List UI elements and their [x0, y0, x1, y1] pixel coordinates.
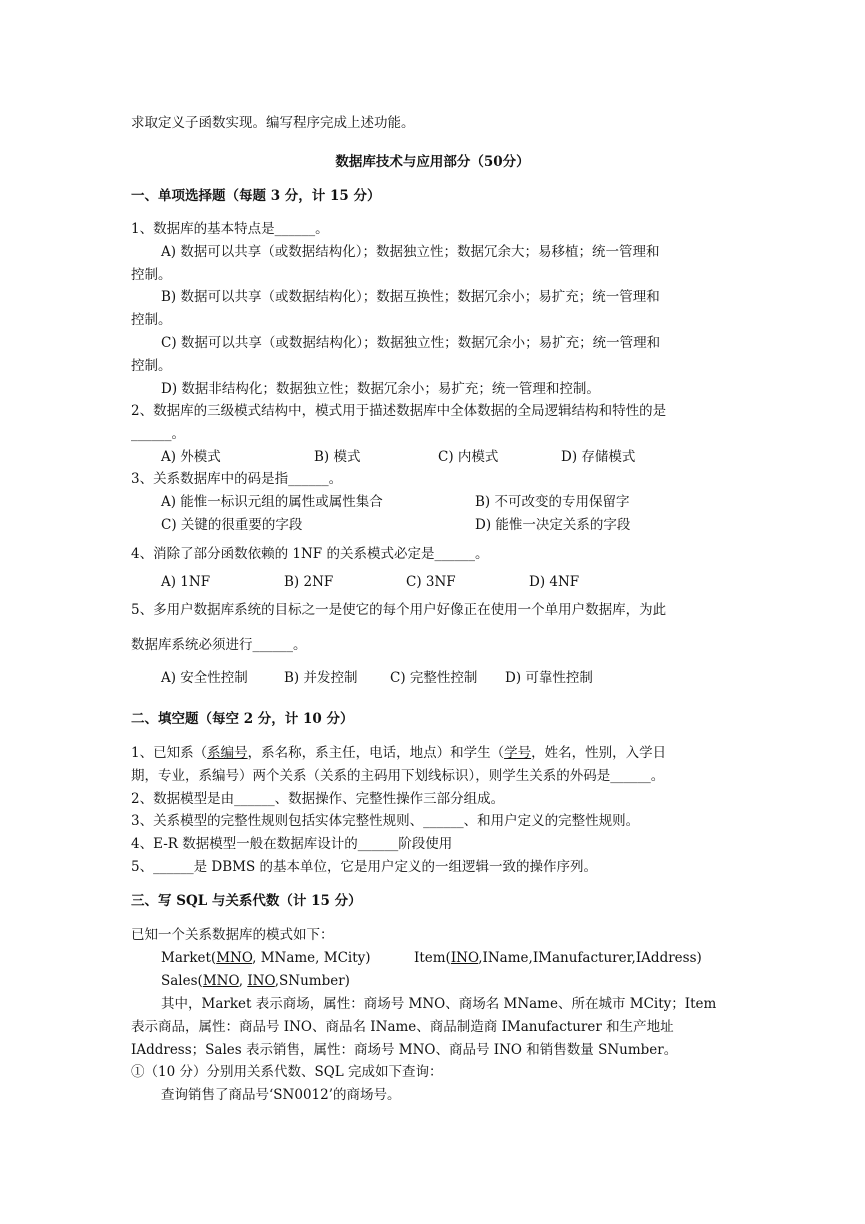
q1-option-b: B) 数据可以共享（或数据结构化）；数据互换性；数据冗余小；易扩充；统一管理和	[161, 289, 660, 305]
q1-option-b-cont: 控制。	[131, 312, 172, 328]
q5-option-d: D) 可靠性控制	[505, 670, 593, 686]
q1-stem: 1、数据库的基本特点是______。	[131, 221, 329, 237]
q5-stem: 5、多用户数据库系统的目标之一是使它的每个用户好像正在使用一个单用户数据库，为此	[131, 602, 667, 618]
schema-intro: 已知一个关系数据库的模式如下：	[131, 927, 334, 943]
q3-option-a: A) 能惟一标识元组的属性或属性集合	[161, 494, 383, 510]
task-instruction: ①（10 分）分别用关系代数、SQL 完成如下查询：	[131, 1064, 443, 1080]
sales-key-mno: MNO	[202, 973, 239, 989]
section-3-heading: 三、写 SQL 与关系代数（计 15 分）	[131, 893, 362, 909]
q1-option-a-cont: 控制。	[131, 267, 172, 283]
q4-option-a: A) 1NF	[161, 574, 211, 590]
fill-q1-key-dept: 系编号	[207, 745, 248, 761]
q4-stem: 4、消除了部分函数依赖的 1NF 的关系模式必定是______。	[131, 546, 489, 562]
task-query: 查询销售了商品号‘SN0012’的商场号。	[161, 1087, 401, 1103]
sales-sep: ,	[238, 973, 248, 989]
q3-option-d: D) 能惟一决定关系的字段	[475, 517, 631, 533]
q4-option-c: C) 3NF	[406, 574, 456, 590]
fill-q1-text-2: ，系名称，系主任，电话，地点）和学生（	[247, 745, 505, 761]
q2-option-a: A) 外模式	[161, 449, 221, 465]
section-1-heading: 一、单项选择题（每题 3 分，计 15 分）	[131, 188, 381, 204]
schema-desc-cont-2: IAddress；Sales 表示销售，属性：商场号 MNO、商品号 INO 和销售数量 SNumber。	[131, 1042, 678, 1058]
q5-stem-cont: 数据库系统必须进行______。	[131, 637, 307, 653]
sales-attrs: ,SNumber)	[274, 973, 350, 989]
q2-stem: 2、数据库的三级模式结构中，模式用于描述数据库中全体数据的全局逻辑结构和特性的是	[131, 403, 667, 419]
item-key: INO	[450, 950, 479, 966]
q2-option-d: D) 存储模式	[561, 449, 636, 465]
q3-option-b: B) 不可改变的专用保留字	[475, 494, 630, 510]
q1-option-d: D) 数据非结构化；数据独立性；数据冗余小；易扩充；统一管理和控制。	[161, 381, 600, 397]
fill-q1	[131, 744, 666, 762]
q1-option-c-cont: 控制。	[131, 358, 172, 374]
q5-option-c: C) 完整性控制	[390, 670, 478, 686]
q3-option-c: C) 关键的很重要的字段	[161, 517, 303, 533]
market-attrs: , MName, MCity)	[252, 950, 371, 966]
market-key: MNO	[216, 950, 253, 966]
part-title: 数据库技术与应用部分（50分）	[335, 154, 530, 170]
q2-stem-cont: ______。	[131, 426, 185, 442]
schema-market	[161, 949, 371, 967]
q5-option-b: B) 并发控制	[284, 670, 358, 686]
schema-desc: 其中，Market 表示商场，属性：商场号 MNO、商场名 MName、所在城市 MCity；Item	[161, 996, 717, 1012]
q2-option-c: C) 内模式	[438, 449, 499, 465]
q4-option-d: D) 4NF	[529, 574, 580, 590]
market-name: Market(	[161, 950, 217, 966]
schema-item	[414, 949, 702, 967]
fill-q2: 2、数据模型是由______、数据操作、完整性操作三部分组成。	[131, 791, 505, 807]
q5-option-a: A) 安全性控制	[161, 670, 248, 686]
intro-text: 求取定义子函数实现。编写程序完成上述功能。	[131, 115, 415, 131]
fill-q1-cont: 期，专业，系编号）两个关系（关系的主码用下划线标识），则学生关系的外码是______。	[131, 768, 665, 784]
sales-key-ino: INO	[247, 973, 275, 989]
fill-q3: 3、关系模型的完整性规则包括实体完整性规则、______、和用户定义的完整性规则。	[131, 813, 640, 829]
schema-desc-cont-1: 表示商品，属性：商品号 INO、商品名 IName、商品制造商 IManufacturer 和生产地址	[131, 1019, 674, 1035]
fill-q1-text-3: ，姓名，性别，入学日	[531, 745, 667, 761]
fill-q1-text-1: 1、已知系（	[131, 745, 208, 761]
q1-option-c: C) 数据可以共享（或数据结构化）；数据独立性；数据冗余小；易扩充；统一管理和	[161, 335, 661, 351]
fill-q5: 5、______是 DBMS 的基本单位，它是用户定义的一组逻辑一致的操作序列。	[131, 859, 597, 875]
q3-stem: 3、关系数据库中的码是指______。	[131, 471, 343, 487]
schema-sales	[161, 972, 350, 990]
item-attrs: ,IName,IManufacturer,IAddress)	[478, 950, 702, 966]
section-2-heading: 二、填空题（每空 2 分，计 10 分）	[131, 711, 354, 727]
q2-option-b: B) 模式	[314, 449, 361, 465]
sales-name: Sales(	[161, 973, 203, 989]
q4-option-b: B) 2NF	[284, 574, 334, 590]
fill-q1-key-student: 学号	[504, 745, 532, 761]
q1-option-a: A) 数据可以共享（或数据结构化）；数据独立性；数据冗余大；易移植；统一管理和	[161, 244, 660, 260]
fill-q4: 4、E-R 数据模型一般在数据库设计的______阶段使用	[131, 836, 453, 852]
item-name: Item(	[414, 950, 451, 966]
